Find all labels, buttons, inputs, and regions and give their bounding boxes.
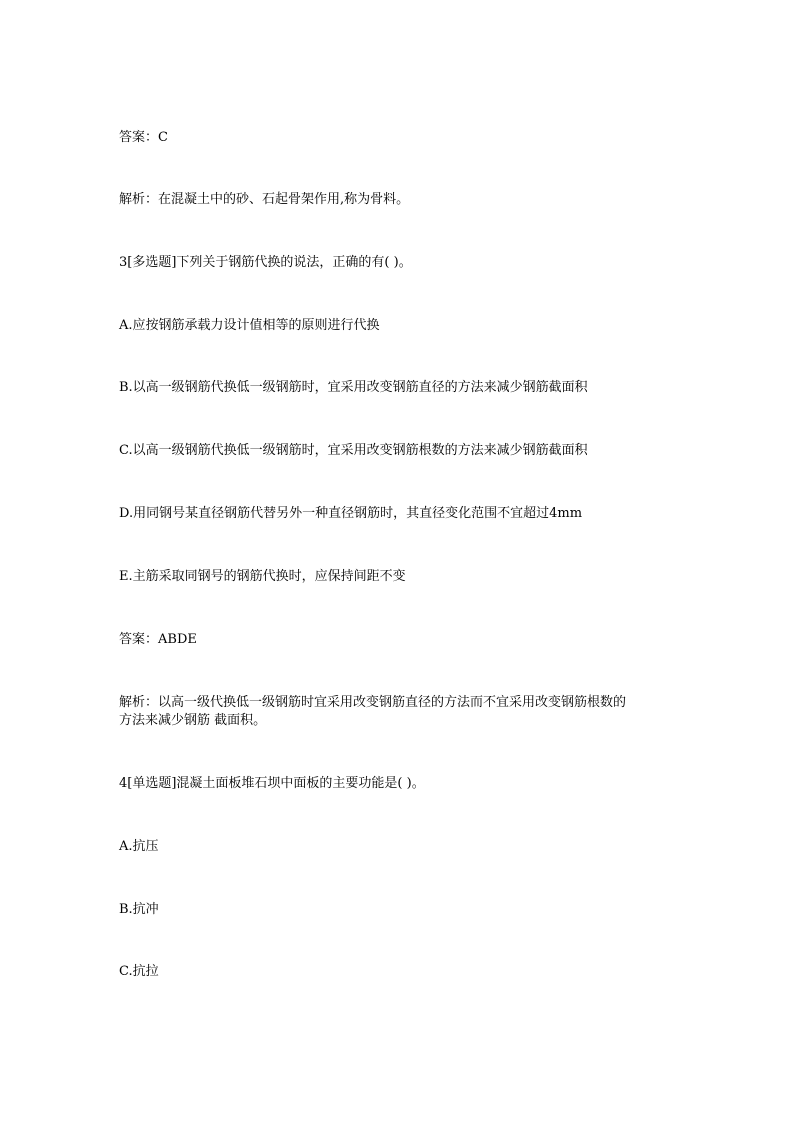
question-3-option-e: E.主筋采取同钢号的钢筋代换时，应保持间距不变	[119, 569, 406, 584]
question-3-option-b: B.以高一级钢筋代换低一级钢筋时，宜采用改变钢筋直径的方法来减少钢筋截面积	[119, 380, 588, 395]
explanation-q2: 解析：在混凝土中的砂、石起骨架作用,称为骨料。	[119, 192, 410, 207]
question-3-option-d: D.用同钢号某直径钢筋代替另外一种直径钢筋时，其直径变化范围不宜超过4mm	[119, 506, 583, 521]
question-4-option-b: B.抗冲	[119, 902, 159, 917]
question-3-option-c: C.以高一级钢筋代换低一级钢筋时，宜采用改变钢筋根数的方法来减少钢筋截面积	[119, 443, 588, 458]
answer-q3: 答案：ABDE	[119, 632, 197, 647]
answer-q2: 答案：C	[119, 130, 168, 145]
question-3-option-a: A.应按钢筋承载力设计值相等的原则进行代换	[119, 318, 380, 333]
question-3-stem: 3[多选题]下列关于钢筋代换的说法，正确的有( )。	[119, 255, 412, 270]
question-4-option-a: A.抗压	[119, 839, 159, 854]
explanation-q3-line1: 解析：以高一级代换低一级钢筋时宜采用改变钢筋直径的方法而不宜采用改变钢筋根数的	[119, 695, 627, 710]
question-4-stem: 4[单选题]混凝土面板堆石坝中面板的主要功能是( )。	[119, 776, 425, 791]
explanation-q3-line2: 方法来减少钢筋 截面积。	[119, 713, 267, 728]
question-4-option-c: C.抗拉	[119, 964, 159, 979]
